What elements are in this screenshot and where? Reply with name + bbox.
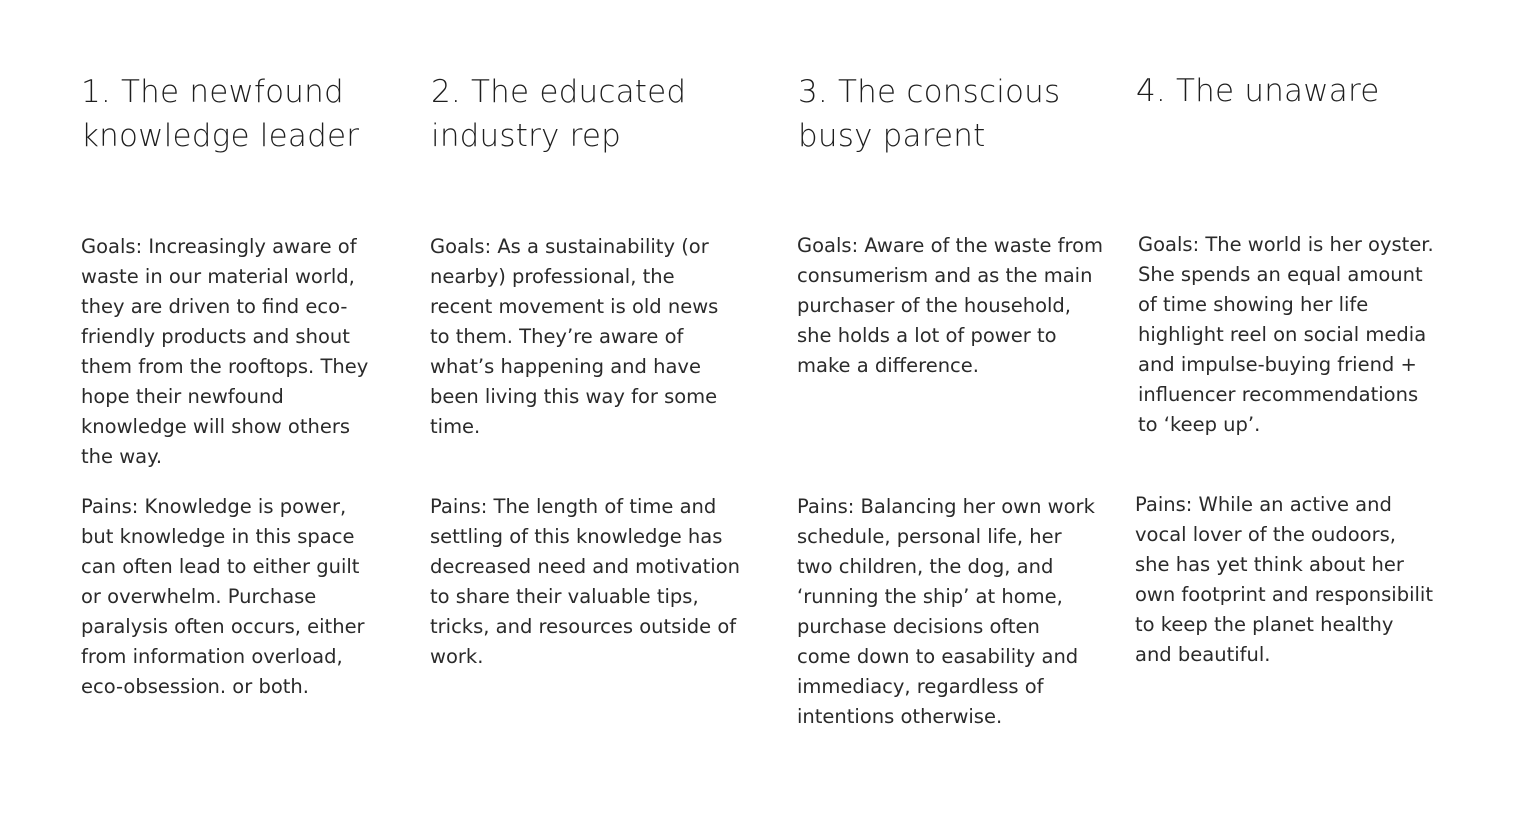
persona-pains: Pains: Balancing her own work schedule, personal life, her two children, the dog, and ‘running the ship’ at home, purchase decisions often come down to easability and immediacy, regardless of intentions otherwise.	[797, 495, 1095, 728]
persona-goals: Goals: As a sustainability (or nearby) professional, the recent movement is old news to them. They’re aware of what’s happening and have been living this way for some time.	[430, 235, 719, 438]
persona-pains: Pains: Knowledge is power, but knowledge in this space can often lead to either guilt or overwhelm. Purchase paralysis often occurs, either from information overload, eco-obsession. or both.	[81, 495, 365, 698]
persona-title: 3. The conscious busy parent	[798, 74, 1061, 154]
persona-title: 4. The unaware	[1136, 73, 1380, 109]
persona-pains: Pains: While an active and vocal lover of the oudoors, she has yet think about her own footprint and responsibilit to keep the planet healthy and beautiful.	[1135, 493, 1433, 666]
persona-goals: Goals: The world is her oyster. She spends an equal amount of time showing her life highlight reel on social media and impulse-buying friend + influencer recommendations to ‘keep up’.	[1138, 233, 1434, 436]
persona-title: 2. The educated industry rep	[431, 74, 687, 154]
persona-goals: Goals: Increasingly aware of waste in our material world, they are driven to find eco-friendly products and shout them from the rooftops. They hope their newfound knowledge will show others the way.	[81, 235, 369, 468]
persona-title: 1. The newfound knowledge leader	[81, 74, 360, 154]
persona-goals: Goals: Aware of the waste from consumerism and as the main purchaser of the household, she holds a lot of power to make a difference.	[797, 234, 1104, 377]
persona-pains: Pains: The length of time and settling of this knowledge has decreased need and motivation to share their valuable tips, tricks, and resources outside of work.	[430, 495, 741, 668]
